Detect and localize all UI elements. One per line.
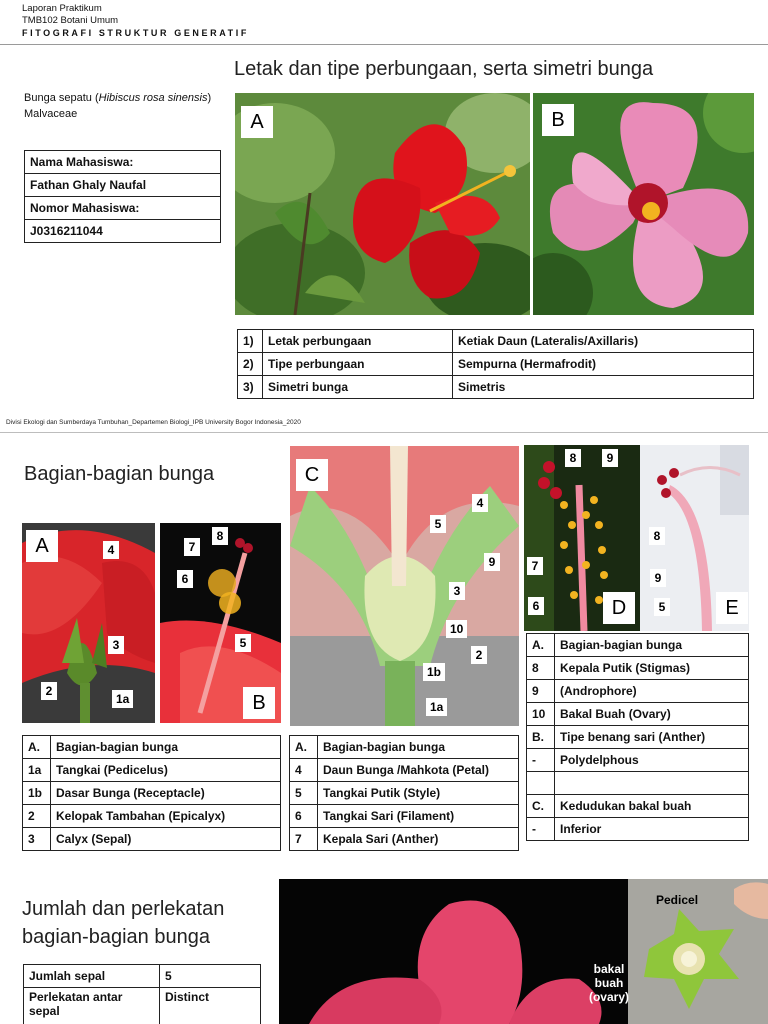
marker: 9	[602, 449, 618, 467]
marker: 8	[212, 527, 228, 545]
report-header	[22, 3, 249, 39]
student-cell: Nomor Mahasiswa:	[25, 197, 221, 220]
part-code: -	[527, 749, 555, 772]
marker: 7	[527, 557, 543, 575]
row-value: Ketiak Daun (Lateralis/Axillaris)	[453, 330, 754, 353]
table-row	[527, 772, 749, 795]
student-cell: Nama Mahasiswa:	[25, 151, 221, 174]
marker: 3	[108, 636, 124, 654]
photo-red-hibiscus	[235, 93, 530, 315]
marker: 5	[654, 598, 670, 616]
table-row	[527, 795, 749, 818]
photo-label-2a: A	[26, 530, 58, 562]
caption-ovary-line-1: bakal	[593, 962, 625, 976]
table-row	[527, 703, 749, 726]
part-name: Dasar Bunga (Receptacle)	[51, 782, 281, 805]
table-row	[24, 965, 261, 988]
table-row	[527, 634, 749, 657]
table-row	[527, 657, 749, 680]
part-name: Daun Bunga /Mahkota (Petal)	[318, 759, 519, 782]
table-row	[527, 818, 749, 841]
part-code: A.	[527, 634, 555, 657]
section2-title: Bagian-bagian bunga	[24, 463, 215, 485]
table-row	[23, 759, 281, 782]
part-name: Tipe benang sari (Anther)	[555, 726, 749, 749]
part-code: -	[527, 818, 555, 841]
caption-ovary-line-2: buah	[594, 976, 624, 990]
part-code: A.	[290, 736, 318, 759]
species-info	[24, 90, 211, 122]
row-key: Letak perbungaan	[263, 330, 453, 353]
caption-ovary-line-3: (ovary)	[588, 990, 629, 1004]
table-row	[527, 749, 749, 772]
part-code: 2	[23, 805, 51, 828]
inflorescence-table	[237, 329, 754, 399]
part-code: 5	[290, 782, 318, 805]
table-row	[290, 782, 519, 805]
photo-label-a: A	[241, 106, 273, 138]
part-name: Inferior	[555, 818, 749, 841]
student-cell: Fathan Ghaly Naufal	[25, 174, 221, 197]
photo-label-2e: E	[716, 592, 748, 624]
part-name: Tangkai Sari (Filament)	[318, 805, 519, 828]
marker: 5	[235, 634, 251, 652]
marker: 2	[471, 646, 487, 664]
marker: 9	[650, 569, 666, 587]
header-line-1: Laporan Praktikum	[22, 3, 102, 14]
row-key: Simetri bunga	[263, 376, 453, 399]
part-code: 4	[290, 759, 318, 782]
sepal-value: 5	[160, 965, 261, 988]
species-common: Bunga sepatu (	[24, 92, 99, 104]
part-name: Bagian-bagian bunga	[318, 736, 519, 759]
part-code: 1b	[23, 782, 51, 805]
photo-label-2d: D	[603, 592, 635, 624]
row-number: 3)	[238, 376, 263, 399]
table-row	[238, 330, 754, 353]
section-divider	[0, 432, 768, 433]
part-name	[555, 772, 749, 795]
part-code: 3	[23, 828, 51, 851]
parts-table-left	[22, 735, 281, 851]
part-code: 9	[527, 680, 555, 703]
row-number: 1)	[238, 330, 263, 353]
part-name: Kepala Putik (Stigmas)	[555, 657, 749, 680]
marker: 1a	[426, 698, 447, 716]
table-row	[290, 805, 519, 828]
table-row	[290, 828, 519, 851]
species-family: Malvaceae	[24, 108, 78, 120]
row-key: Tipe perbungaan	[263, 353, 453, 376]
row-value: Simetris	[453, 376, 754, 399]
part-code: 6	[290, 805, 318, 828]
marker: 4	[472, 494, 488, 512]
caption-pedicel: Pedicel	[656, 893, 699, 907]
table-row	[23, 828, 281, 851]
sepal-table	[23, 964, 261, 1024]
table-row	[527, 726, 749, 749]
part-name: Bakal Buah (Ovary)	[555, 703, 749, 726]
header-line-3: FITOGRAFI STRUKTUR GENERATIF	[22, 28, 249, 38]
table-row	[23, 782, 281, 805]
marker: 6	[528, 597, 544, 615]
marker: 3	[449, 582, 465, 600]
student-table	[24, 150, 221, 243]
part-code: 10	[527, 703, 555, 726]
marker: 6	[177, 570, 193, 588]
species-close: )	[207, 92, 212, 104]
marker: 8	[565, 449, 581, 467]
sepal-key: Perlekatan antar sepal	[24, 988, 160, 1024]
table-row	[290, 759, 519, 782]
part-name: Tangkai Putik (Style)	[318, 782, 519, 805]
parts-table-right	[526, 633, 749, 841]
marker: 1b	[423, 663, 445, 681]
row-value: Sempurna (Hermafrodit)	[453, 353, 754, 376]
part-name: Polydelphous	[555, 749, 749, 772]
part-name: Bagian-bagian bunga	[555, 634, 749, 657]
table-row	[290, 736, 519, 759]
caption-ovary	[584, 962, 634, 1004]
part-name: Kelopak Tambahan (Epicalyx)	[51, 805, 281, 828]
part-name: (Androphore)	[555, 680, 749, 703]
photo-label-b: B	[542, 104, 574, 136]
photo-label-2b: B	[243, 687, 275, 719]
marker: 1a	[112, 690, 133, 708]
marker: 7	[184, 538, 200, 556]
part-code: 1a	[23, 759, 51, 782]
part-name: Calyx (Sepal)	[51, 828, 281, 851]
part-name: Kepala Sari (Anther)	[318, 828, 519, 851]
marker: 9	[484, 553, 500, 571]
part-code: 8	[527, 657, 555, 680]
table-row	[23, 736, 281, 759]
table-row	[24, 988, 261, 1024]
sepal-key: Jumlah sepal	[24, 965, 160, 988]
photo-label-2c: C	[296, 459, 328, 491]
header-line-2: TMB102 Botani Umum	[22, 15, 119, 26]
part-code: B.	[527, 726, 555, 749]
table-row	[238, 376, 754, 399]
part-code: C.	[527, 795, 555, 818]
slide-footer-note: Divisi Ekologi dan Sumberdaya Tumbuhan_Departemen Biologi_IPB University Bogor Indonesia_2020	[6, 419, 301, 426]
part-code: A.	[23, 736, 51, 759]
marker: 2	[41, 682, 57, 700]
row-number: 2)	[238, 353, 263, 376]
parts-table-middle	[289, 735, 519, 851]
section3-title	[22, 895, 224, 951]
marker: 8	[649, 527, 665, 545]
table-row	[238, 353, 754, 376]
part-name: Bagian-bagian bunga	[51, 736, 281, 759]
species-latin: Hibiscus rosa sinensis	[98, 92, 208, 104]
section1-title: Letak dan tipe perbungaan, serta simetri bunga	[234, 58, 654, 80]
student-cell: J0316211044	[25, 220, 221, 243]
sepal-value: Distinct	[160, 988, 261, 1024]
part-name: Tangkai (Pedicelus)	[51, 759, 281, 782]
part-name: Kedudukan bakal buah	[555, 795, 749, 818]
marker: 5	[430, 515, 446, 533]
part-code	[527, 772, 555, 795]
table-row	[527, 680, 749, 703]
marker: 4	[103, 541, 119, 559]
section3-title-line-2: bagian-bagian bunga	[22, 926, 210, 948]
section3-title-line-1: Jumlah dan perlekatan	[22, 898, 225, 920]
marker: 10	[446, 620, 467, 638]
header-divider	[0, 44, 768, 45]
table-row	[23, 805, 281, 828]
part-code: 7	[290, 828, 318, 851]
